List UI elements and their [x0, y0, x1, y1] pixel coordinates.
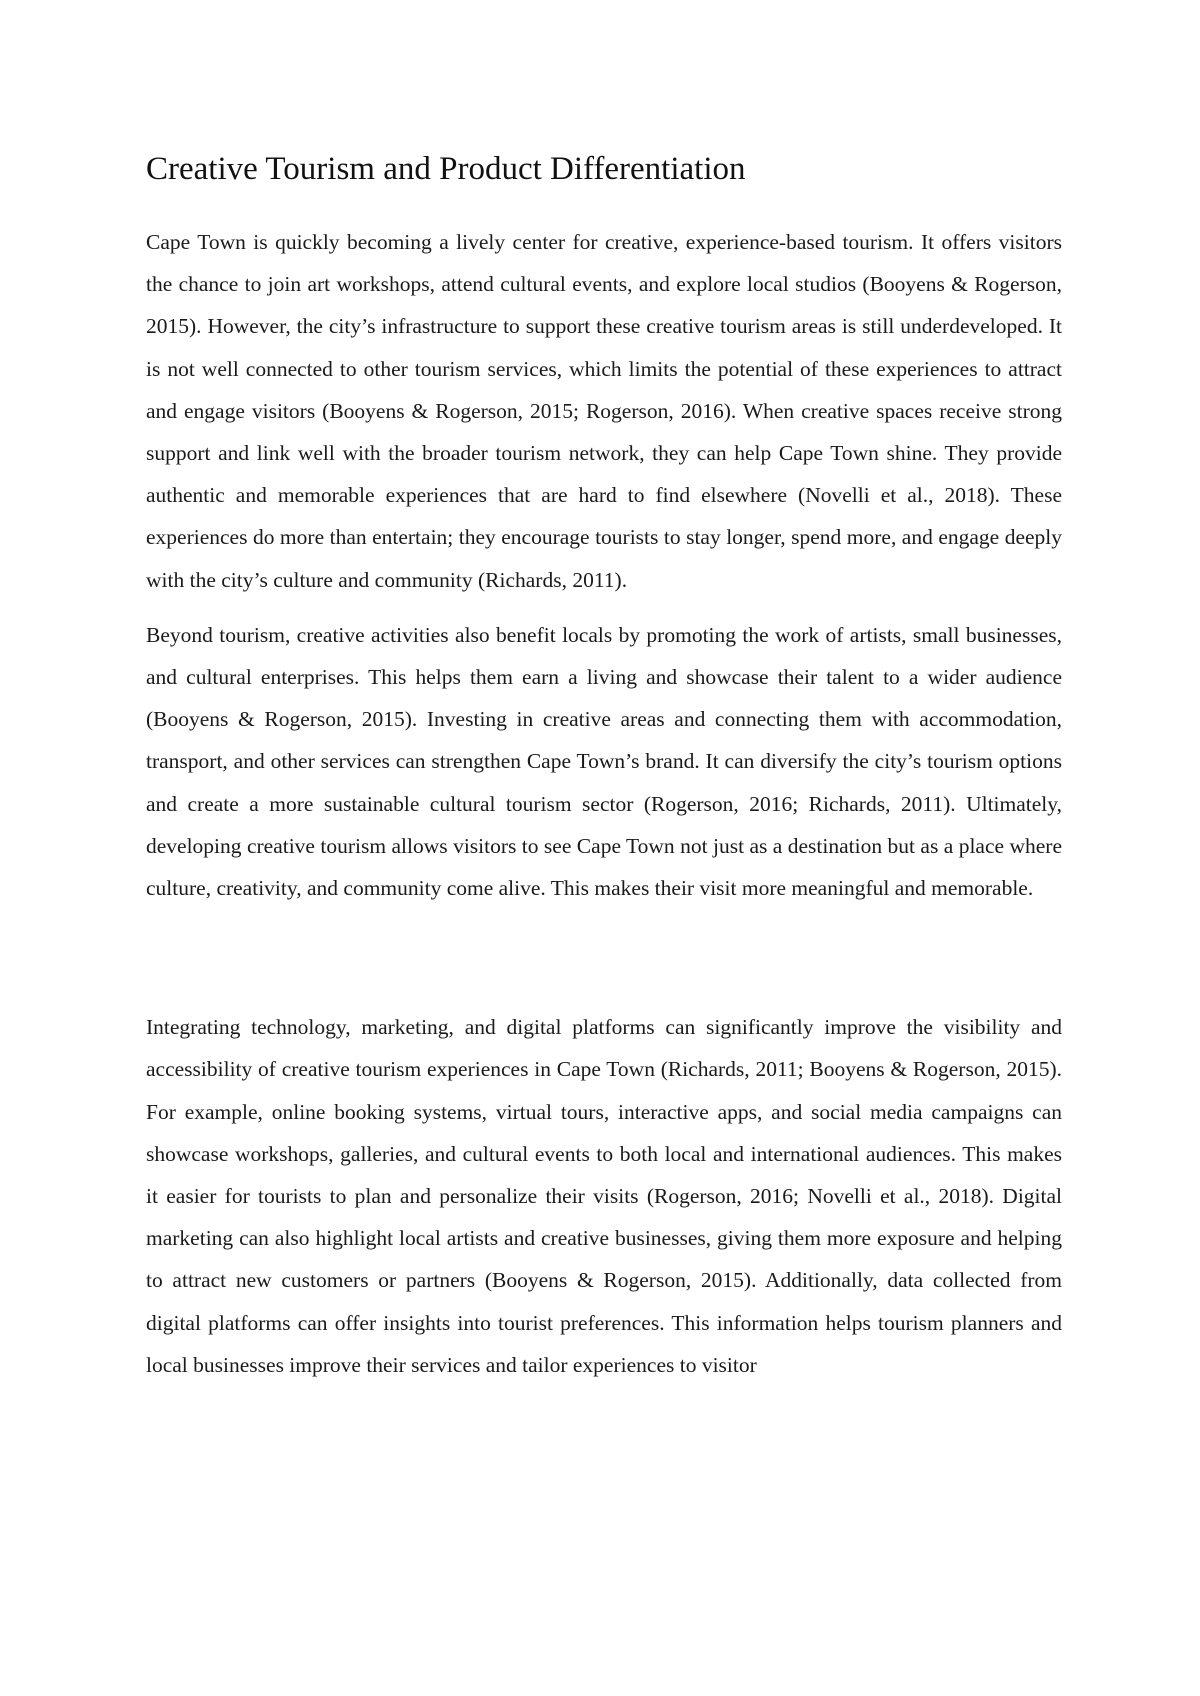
- paragraph-local-benefits: Beyond tourism, creative activities also benefit locals by promoting the work of artists, small businesses, and cultural enterprises. This helps them earn a living and showcase their talent to a wider audience (Booyens & Rogerson, 2015). Investing in creative areas and connecting them with accommodation, transport, and other services can strengthen Cape Town’s brand. It can diversify the city’s tourism options and create a more sustainable cultural tourism sector (Rogerson, 2016; Richards, 2011). Ultimately, developing creative tourism allows visitors to see Cape Town not just as a destination but as a place where culture, creativity, and community come alive. This makes their visit more meaningful and memorable.: [146, 622, 1062, 901]
- paragraph-creative-tourism-intro: Cape Town is quickly becoming a lively center for creative, experience-based tourism. It offers visitors the chance to join art workshops, attend cultural events, and explore local studios (Booyens & Rogerson, 2015). However, the city’s infrastructure to support these creative tourism areas is still underdeveloped. It is not well connected to other tourism services, which limits the potential of these experiences to attract and engage visitors (Booyens & Rogerson, 2015; Rogerson, 2016). When creative spaces receive strong support and link well with the broader tourism network, they can help Cape Town shine. They provide authentic and memorable experiences that are hard to find elsewhere (Novelli et al., 2018). These experiences do more than entertain; they encourage tourists to stay longer, spend more, and engage deeply with the city’s culture and community (Richards, 2011).: [146, 230, 1062, 592]
- document-body: [146, 148, 1062, 1386]
- document-title: Creative Tourism and Product Differentiation: [146, 151, 746, 187]
- paragraph-technology-integration: Integrating technology, marketing, and digital platforms can significantly improve the visibility and accessibility of creative tourism experiences in Cape Town (Richards, 2011; Booyens & Rogerson, 2015). For example, online booking systems, virtual tours, interactive apps, and social media campaigns can showcase workshops, galleries, and cultural events to both local and international audiences. This makes it easier for tourists to plan and personalize their visits (Rogerson, 2016; Novelli et al., 2018). Digital marketing can also highlight local artists and creative businesses, giving them more exposure and helping to attract new customers or partners (Booyens & Rogerson, 2015). Additionally, data collected from digital platforms can offer insights into tourist preferences. This information helps tourism planners and local businesses improve their services and tailor experiences to visitor: [146, 1015, 1062, 1377]
